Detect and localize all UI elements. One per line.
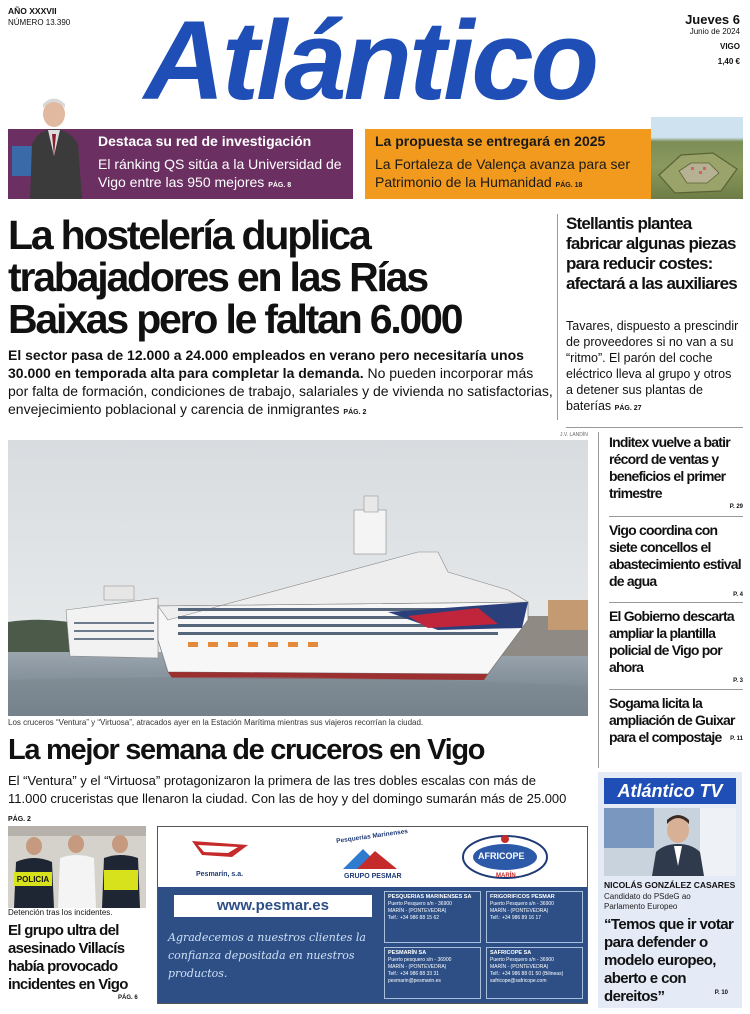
page-ref: PÁG. 2: [343, 409, 367, 416]
pesmar-advertisement[interactable]: [157, 826, 588, 1004]
page-ref: PÁG. 6: [118, 995, 138, 1001]
grupo-pesmar-label: GRUPO PESMAR: [344, 873, 402, 880]
main-lead-text: No pueden incorporar más por falta de formación, condiciones de trabajo, salariales y de vivienda no satisfactorias, envejecimiento poblacional y carencia de inmigrantes: [8, 365, 553, 417]
tv-title: Atlántico TV: [604, 778, 736, 804]
issue-date: Junio de 2024: [689, 27, 740, 36]
brief-sogama[interactable]: [609, 695, 743, 745]
edition-year: AÑO XXXVII: [8, 6, 57, 16]
ad-company: FRIGORIFICOS PESMAR: [490, 894, 555, 900]
page-ref: PÁG. 8: [268, 182, 292, 189]
bottom-headline[interactable]: El grupo ultra del asesinado Villacís había provocado incidentes en Vigo: [8, 922, 128, 993]
newspaper-logo[interactable]: Atlántico: [143, 0, 597, 123]
brief-divider: [609, 516, 743, 517]
brief-headline: Inditex vuelve a batir récord de ventas y beneficios el primer trimestre: [609, 434, 730, 501]
ad-line: Telf.: +34 986 88 33 31: [388, 971, 440, 977]
main-lead: [8, 346, 553, 422]
ad-contact-box: [486, 891, 583, 943]
cruise-headline[interactable]: La mejor semana de cruceros en Vigo: [8, 734, 485, 766]
photo-caption: Los cruceros “Ventura” y “Virtuosa”, atracados ayer en la Estación Marítima mientras sus viajeros recorrían la ciudad.: [8, 718, 424, 727]
ad-email[interactable]: pesmarin@pesmarin.es: [388, 978, 441, 984]
ad-line: Puerto Pesquero s/n - 36900: [490, 901, 554, 907]
grupo-pesmar-arc-text: Pesquerías Marinenses: [335, 828, 409, 845]
fortress-photo: [651, 117, 743, 199]
side-text: Tavares, dispuesto a prescindir de proveedores si no van a su “ritmo”. El parón del coche eléctrico lleva al grupo y otros a detener sus plantas de baterías: [566, 319, 739, 413]
pesmarin-logo-text: Pesmarín, s.a.: [196, 871, 244, 878]
issue-city: VIGO: [719, 42, 740, 51]
page-ref: P. 10: [714, 990, 728, 996]
ad-contact-box: [384, 891, 481, 943]
ad-company: SAFRICOPE SA: [490, 950, 532, 956]
ad-line: MARÍN - (PONTEVEDRA): [490, 908, 549, 914]
ad-contact-box: [384, 947, 481, 999]
issue-day: Jueves 6: [685, 12, 740, 27]
tv-person-role: Candidato do PSdeG ao Parlamento Europeo: [604, 892, 691, 911]
issue-date-block: [685, 14, 740, 68]
main-headline[interactable]: La hostelería duplica trabajadores en las Rías Baixas pero le faltan 6.000: [8, 212, 462, 342]
page-ref: P. 3: [733, 678, 743, 684]
atlantico-tv-box[interactable]: [598, 772, 742, 1008]
tv-person-name: NICOLÁS GONZÁLEZ CASARES: [604, 880, 736, 890]
edition-info: [8, 6, 70, 28]
cruise-text: El “Ventura” y el “Virtuosa” protagonizaron la primera de las tres dobles escalas con más de 11.000 cruceristas que llenaron la ciudad. Con las de hoy y del domingo sumarán más de 25.000: [8, 773, 567, 806]
ad-line: Telf.: +34 986 88 01 50 (Bilineas): [490, 971, 564, 977]
page-ref: PÁG. 2: [8, 816, 31, 823]
cruise-body: [8, 772, 568, 829]
ad-contact-panel: [158, 887, 587, 1003]
ad-line: MARÍN - (PONTEVEDRA): [490, 964, 549, 970]
page-ref: P. 4: [733, 592, 743, 598]
side-headline[interactable]: Stellantis plantea fabricar algunas piezas para reducir costes: afectará a las auxiliares: [566, 214, 737, 293]
side-body: [566, 318, 741, 417]
main-lead-bold: El sector pasa de 12.000 a 24.000 empleados en verano pero necesitaría unos 30.000 en temporada alta para completar la demanda.: [8, 347, 524, 381]
cruise-ships-photo[interactable]: [8, 440, 588, 716]
ad-email[interactable]: safricope@safricope.com: [490, 978, 547, 984]
section-divider: [566, 427, 743, 428]
professor-photo: [8, 96, 92, 199]
ad-line: Puerto Pesquero s/n - 36900: [490, 957, 554, 963]
teaser-body: El ránking QS sitúa a la Universidad de Vigo entre las 950 mejores: [98, 156, 342, 190]
candidate-photo: [604, 808, 736, 876]
brief-divider: [609, 689, 743, 690]
edition-number: NÚMERO 13.390: [8, 18, 71, 27]
africope-logo-text: AFRICOPE: [478, 851, 525, 861]
ad-line: MARÍN - (PONTEVEDRA): [388, 964, 447, 970]
column-divider: [557, 214, 558, 420]
brief-divider: [609, 602, 743, 603]
page-ref: P. 11: [730, 736, 743, 742]
brief-headline: Sogama licita la ampliación de Guixar para el compostaje: [609, 695, 735, 745]
column-divider: [598, 432, 599, 768]
ad-company: PESMARÍN SA: [388, 950, 427, 956]
brief-headline: El Gobierno descarta ampliar la plantilla policial de Vigo por ahora: [609, 608, 734, 675]
ad-line: MARÍN - (PONTEVEDRA): [388, 908, 447, 914]
teaser-kicker: La propuesta se entregará en 2025: [375, 133, 606, 149]
teaser-kicker: Destaca su red de investigación: [98, 133, 312, 149]
ad-company: PESQUERIAS MARINENSES SA: [388, 894, 472, 900]
africope-logo-sub: MARÍN: [496, 873, 516, 879]
police-vest-label: POLICIA: [16, 875, 50, 884]
bottom-photo-caption: Detención tras los incidentes.: [8, 908, 113, 917]
ad-line: Telf.: +34 986 89 16 17: [490, 915, 542, 921]
ad-line: Telf.: +34 986 88 15 62: [388, 915, 440, 921]
brief-headline: Vigo coordina con siete concellos el abastecimiento estival de agua: [609, 522, 741, 589]
tv-quote: “Temos que ir votar para defender o modelo europeo, aberto e con dereitos”: [604, 916, 734, 1005]
page-ref: PÁG. 27: [614, 405, 642, 412]
brief-police[interactable]: [609, 608, 743, 684]
issue-price: 1,40 €: [717, 57, 740, 66]
teaser-body: La Fortaleza de Valença avanza para ser Patrimonio de la Humanidad: [375, 156, 631, 190]
page-ref: PÁG. 18: [555, 182, 583, 189]
ad-website[interactable]: www.pesmar.es: [174, 895, 372, 917]
page-ref: P. 29: [729, 504, 743, 510]
photo-credit: J.V. LANDÍN: [560, 432, 588, 438]
ad-contact-box: [486, 947, 583, 999]
ad-line: Puerto Pesquero s/n - 36900: [388, 901, 452, 907]
brief-water[interactable]: [609, 522, 743, 598]
brief-inditex[interactable]: [609, 434, 743, 510]
ad-slogan: Agradecemos a nuestros clientes la confianza depositada en nuestros productos.: [168, 931, 366, 980]
ad-line: Puerto pesquero s/n - 36900: [388, 957, 452, 963]
arrest-photo[interactable]: [8, 826, 146, 908]
